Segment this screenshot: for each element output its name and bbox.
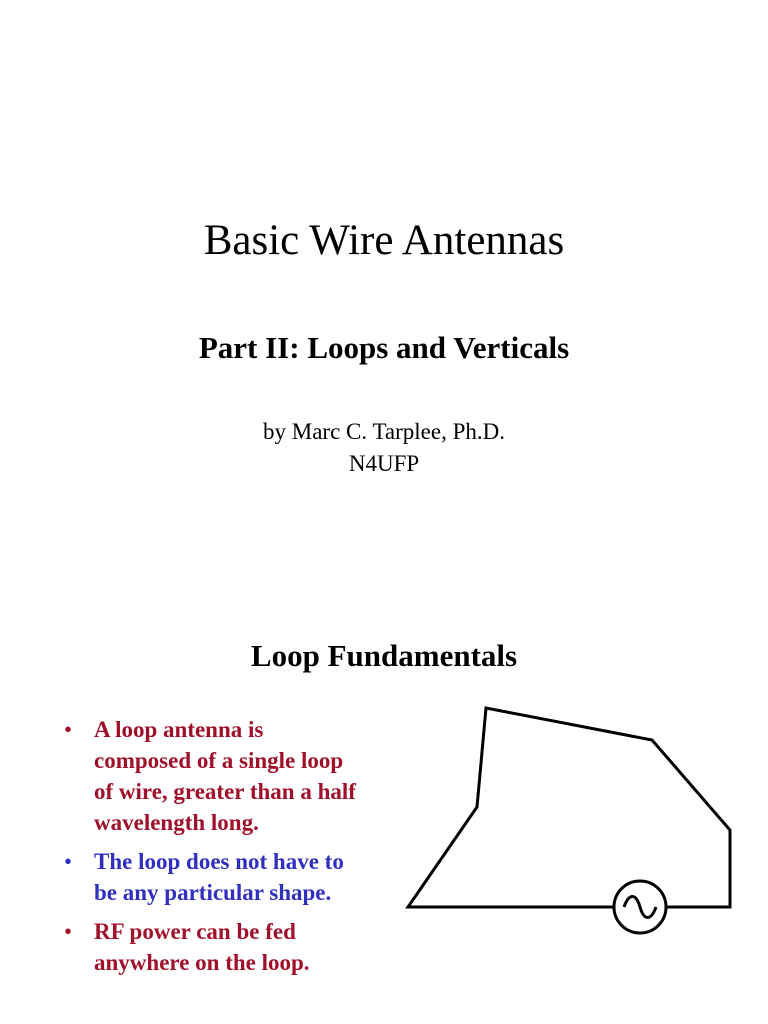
author-callsign: N4UFP xyxy=(348,451,420,476)
bullet-text: RF power can be fed anywhere on the loop. xyxy=(94,919,310,975)
bullet-marker: • xyxy=(64,849,73,874)
loop-wire xyxy=(408,708,730,907)
loop-antenna-diagram xyxy=(400,700,740,940)
presentation-title: Basic Wire Antennas xyxy=(203,217,565,264)
presentation-subtitle: Part II: Loops and Verticals xyxy=(198,330,570,365)
bullet-text: The loop does not have to be any particular shape. xyxy=(94,849,344,905)
bullet-item xyxy=(62,846,362,908)
bullet-marker: • xyxy=(64,717,73,742)
bullet-item xyxy=(62,714,362,838)
bullet-text: A loop antenna is composed of a single loop of wire, greater than a half wavelength long. xyxy=(94,717,356,835)
bullet-list xyxy=(62,714,362,986)
author-name: by Marc C. Tarplee, Ph.D. xyxy=(263,419,505,444)
author-block xyxy=(0,416,768,480)
ac-source-icon xyxy=(614,881,666,933)
slide-title: Loop Fundamentals xyxy=(250,638,518,673)
bullet-marker: • xyxy=(64,919,73,944)
bullet-item xyxy=(62,916,362,978)
